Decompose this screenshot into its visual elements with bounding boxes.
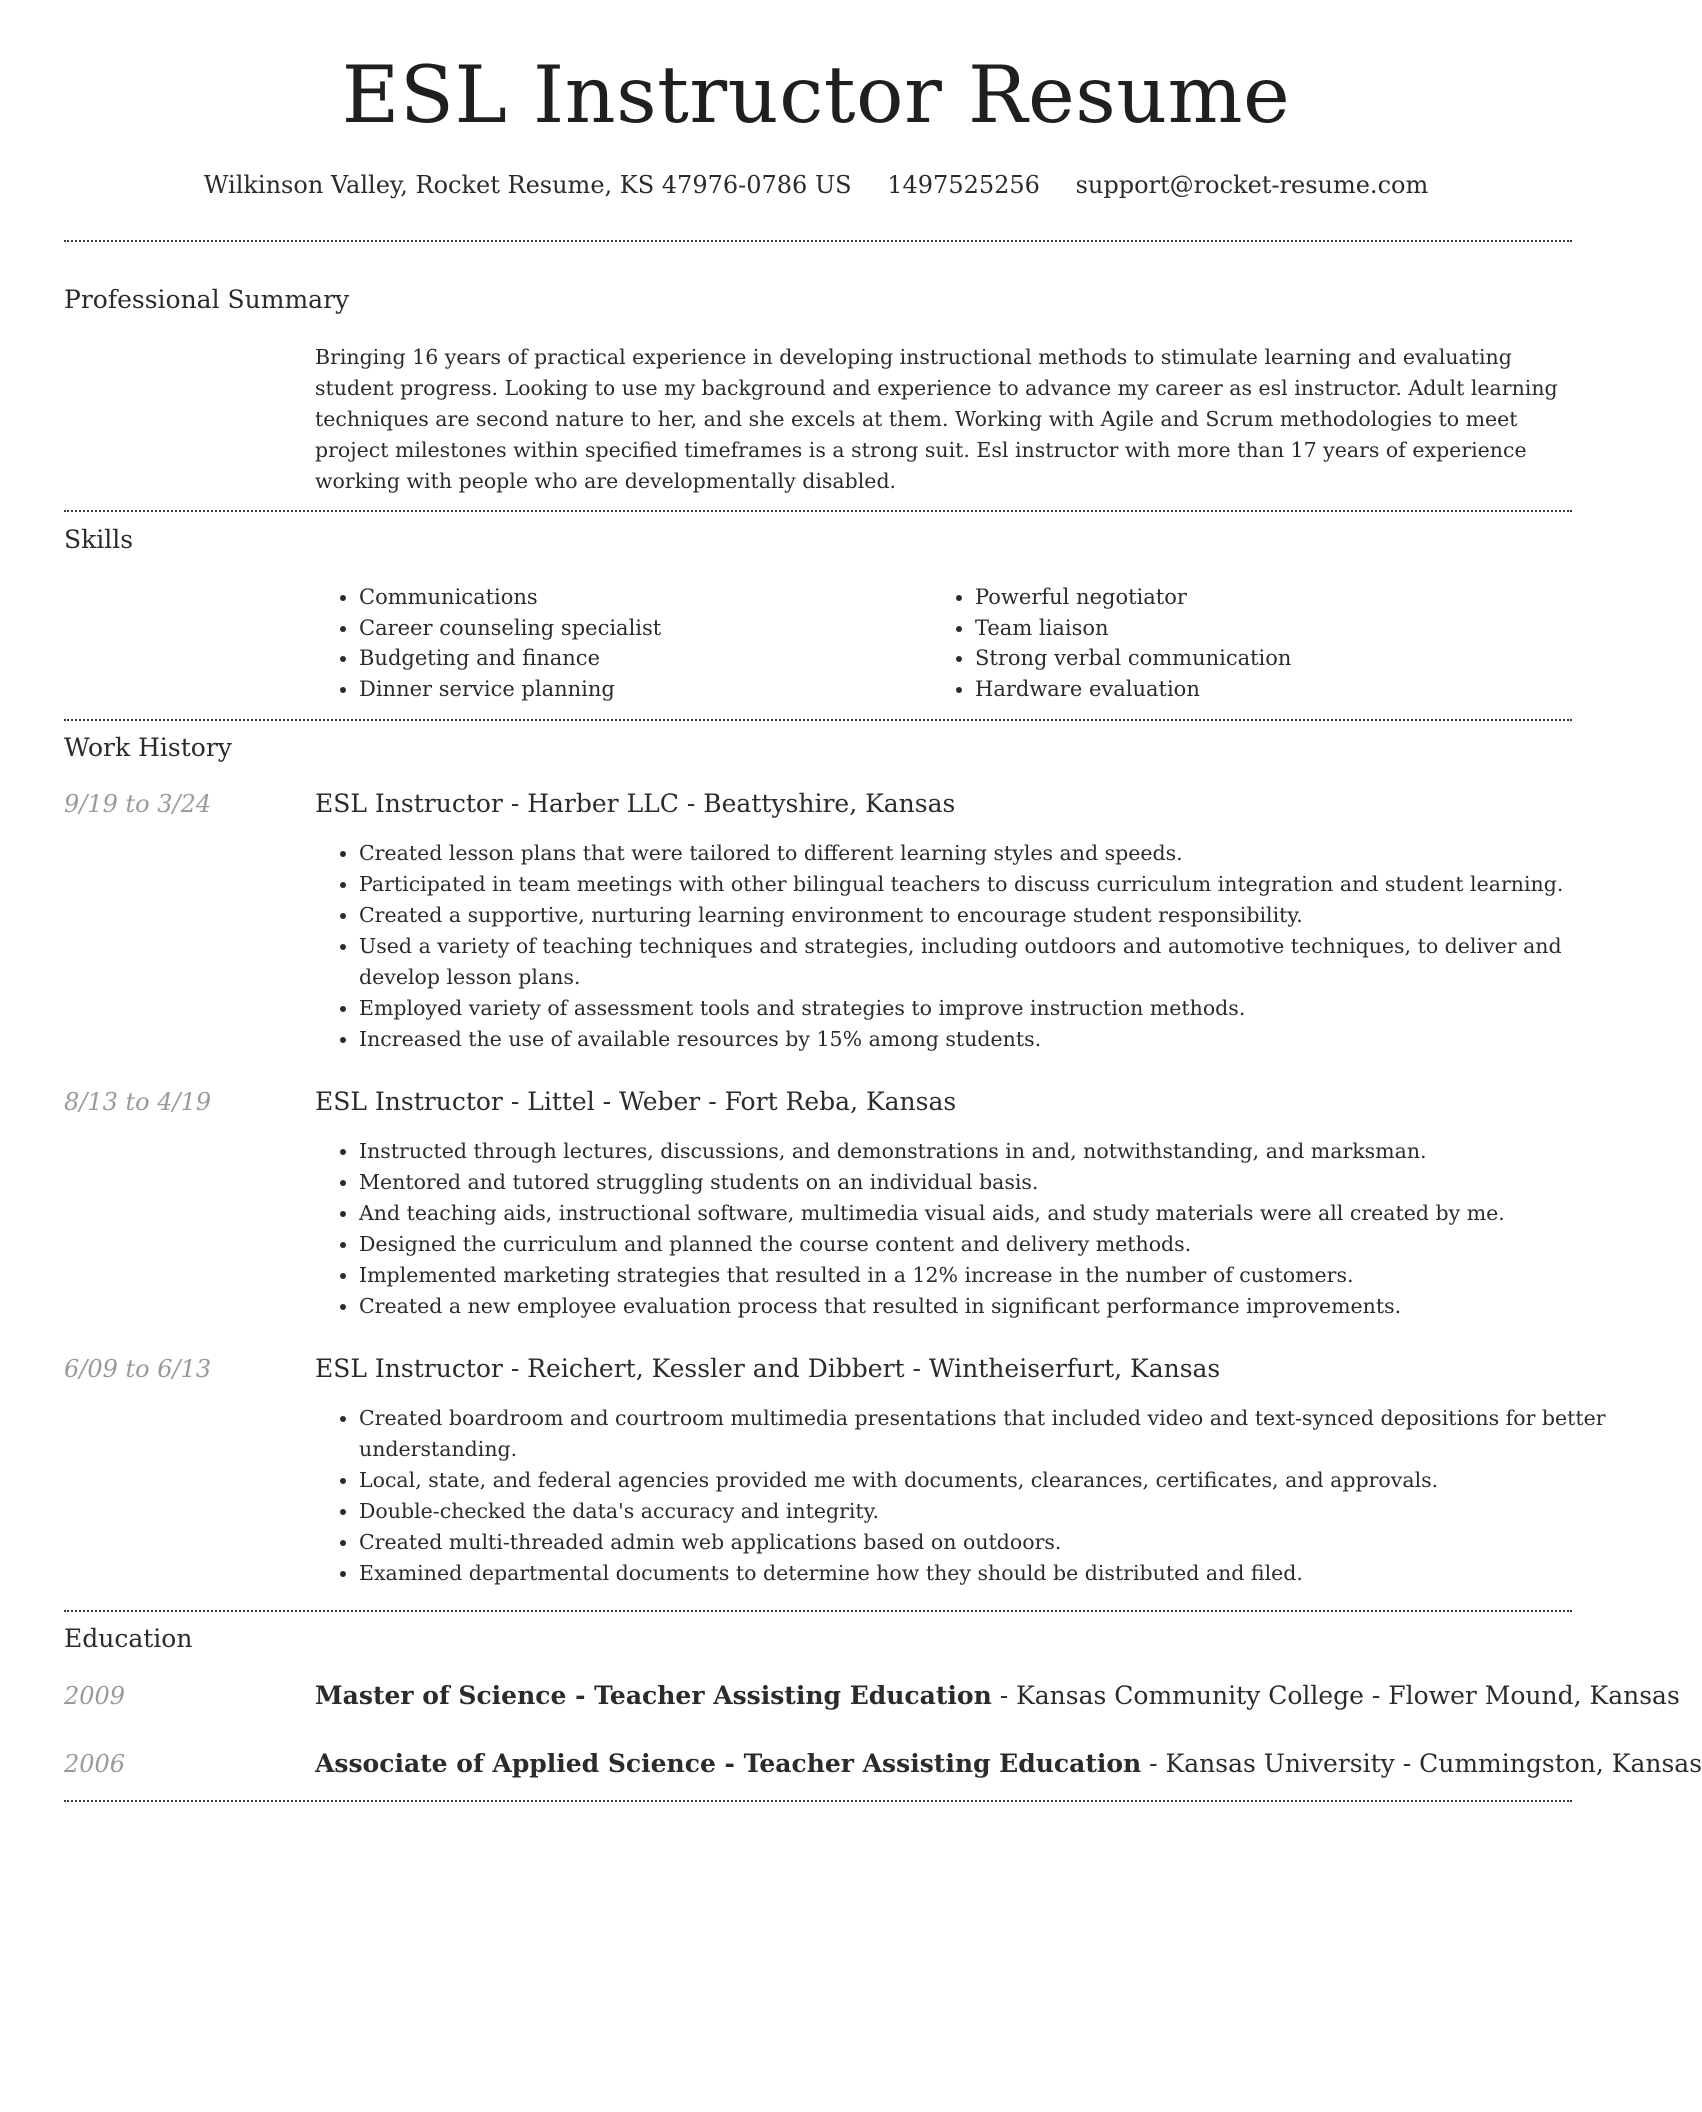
list-item: • Participated in team meetings with other bilingual teachers to discuss curriculum integration and student learning. xyxy=(359,869,1616,900)
summary-text: Bringing 16 years of practical experience in developing instructional methods to stimulate learning and evaluating student progress. Looking to use my background and experience to advance my career as esl instructor. Adult learning techniques are second nature to her, and she excels at them. Working with Agile and Scrum methodologies to meet project milestones within specified timeframes is a strong suit. Esl instructor with more than 17 years of experience working with people who are developmentally disabled. xyxy=(315,345,1558,493)
job-title: ESL Instructor - Reichert, Kessler and Dibbert - Wintheiserfurt, Kansas xyxy=(315,1354,1221,1383)
education-entry xyxy=(315,1681,1680,1711)
list-item: • Created multi-threaded admin web applications based on outdoors. xyxy=(359,1527,1616,1558)
divider xyxy=(64,1610,1572,1612)
divider xyxy=(64,510,1572,512)
divider xyxy=(64,240,1572,242)
contact-email: support@rocket-resume.com xyxy=(1075,171,1429,199)
divider xyxy=(64,719,1572,721)
list-item: • Increased the use of available resources by 15% among students. xyxy=(359,1024,1616,1055)
job-dates: 9/19 to 3/24 xyxy=(64,790,212,818)
education-degree: Master of Science - Teacher Assisting Education xyxy=(315,1681,992,1710)
job-title: ESL Instructor - Harber LLC - Beattyshire, Kansas xyxy=(315,789,956,818)
contact-line xyxy=(0,171,1632,200)
job-title: ESL Instructor - Littel - Weber - Fort Reba, Kansas xyxy=(315,1087,957,1116)
list-item: • Team liaison xyxy=(975,613,1575,644)
job-dates: 6/09 to 6/13 xyxy=(64,1355,212,1383)
list-item: • Career counseling specialist xyxy=(359,613,959,644)
job-bullets xyxy=(315,838,1616,1055)
list-item: • Communications xyxy=(359,582,959,613)
skills-list-right xyxy=(931,582,1575,704)
education-school: - Kansas University - Cummingston, Kansas xyxy=(1141,1749,1702,1778)
education-school: - Kansas Community College - Flower Mound, Kansas xyxy=(991,1681,1680,1710)
list-item: • Instructed through lectures, discussions, and demonstrations in and, notwithstanding, and marksman. xyxy=(359,1136,1616,1167)
job-dates: 8/13 to 4/19 xyxy=(64,1088,212,1116)
contact-phone: 1497525256 xyxy=(887,171,1040,199)
list-item: • Implemented marketing strategies that resulted in a 12% increase in the number of customers. xyxy=(359,1260,1616,1291)
section-title-skills: Skills xyxy=(64,525,134,554)
list-item: • Created boardroom and courtroom multimedia presentations that included video and text-synced depositions for better understanding. xyxy=(359,1403,1616,1465)
list-item: • Created a supportive, nurturing learning environment to encourage student responsibility. xyxy=(359,900,1616,931)
list-item: • Mentored and tutored struggling students on an individual basis. xyxy=(359,1167,1616,1198)
section-title-education: Education xyxy=(64,1624,193,1653)
list-item: • Designed the curriculum and planned the course content and delivery methods. xyxy=(359,1229,1616,1260)
page-title: ESL Instructor Resume xyxy=(341,49,1291,141)
list-item: • Budgeting and finance xyxy=(359,643,959,674)
education-degree: Associate of Applied Science - Teacher Assisting Education xyxy=(315,1749,1142,1778)
list-item: • Used a variety of teaching techniques and strategies, including outdoors and automotive techniques, to deliver and develop lesson plans. xyxy=(359,931,1616,993)
job-bullets xyxy=(315,1403,1616,1589)
list-item: • Strong verbal communication xyxy=(975,643,1575,674)
education-entry xyxy=(315,1749,1702,1779)
section-title-summary: Professional Summary xyxy=(64,285,350,314)
list-item: • Hardware evaluation xyxy=(975,674,1575,705)
education-year: 2006 xyxy=(64,1750,126,1778)
list-item: • Local, state, and federal agencies provided me with documents, clearances, certificates, and approvals. xyxy=(359,1465,1616,1496)
list-item: • Examined departmental documents to determine how they should be distributed and filed. xyxy=(359,1558,1616,1589)
skills-list-left xyxy=(315,582,959,704)
job-bullets xyxy=(315,1136,1616,1322)
list-item: • Created lesson plans that were tailored to different learning styles and speeds. xyxy=(359,838,1616,869)
list-item: • And teaching aids, instructional software, multimedia visual aids, and study materials were all created by me. xyxy=(359,1198,1616,1229)
list-item: • Powerful negotiator xyxy=(975,582,1575,613)
education-year: 2009 xyxy=(64,1682,126,1710)
section-title-work: Work History xyxy=(64,733,232,762)
list-item: • Created a new employee evaluation process that resulted in significant performance improvements. xyxy=(359,1291,1616,1322)
list-item: • Double-checked the data's accuracy and integrity. xyxy=(359,1496,1616,1527)
contact-address: Wilkinson Valley, Rocket Resume, KS 47976-0786 US xyxy=(203,171,852,199)
list-item: • Dinner service planning xyxy=(359,674,959,705)
list-item: • Employed variety of assessment tools and strategies to improve instruction methods. xyxy=(359,993,1616,1024)
divider xyxy=(64,1800,1572,1802)
